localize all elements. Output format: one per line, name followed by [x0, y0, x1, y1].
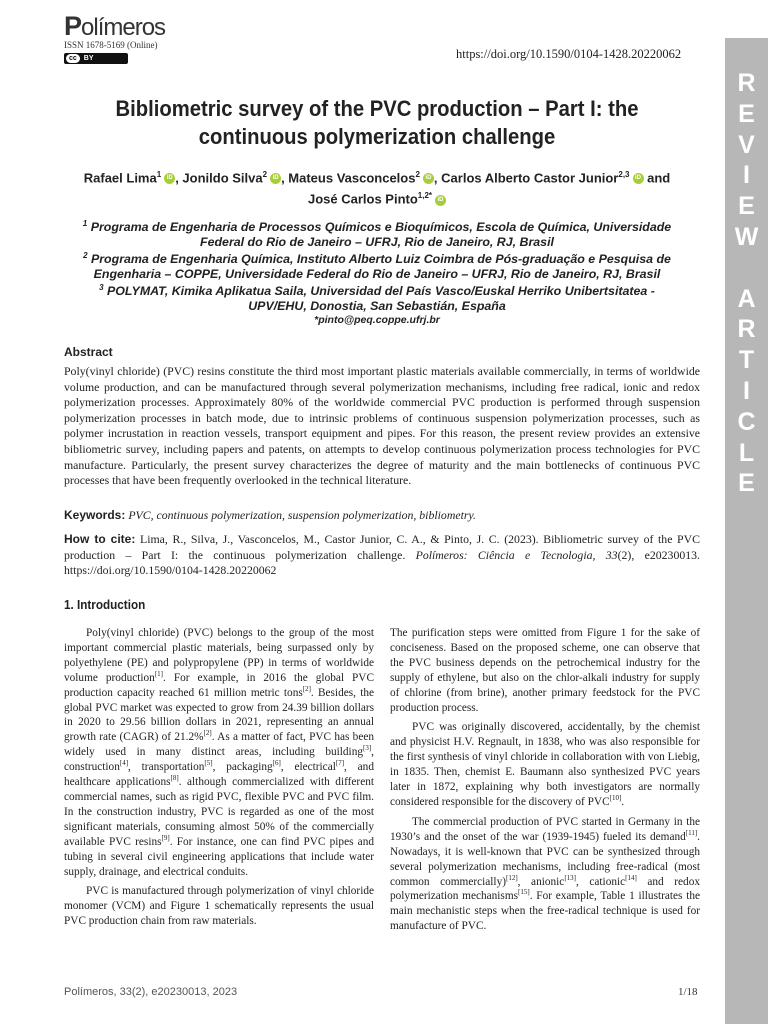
affiliation-1: $^1$ Programa de Engenharia de Processos Químicos e Bioquímicos, Escola de Química, Universidade Federal do Rio de Janeiro – UFRJ, Rio de Janeiro, RJ, Brasil [82, 219, 672, 249]
abstract-text: Poly(vinyl chloride) (PVC) resins constitute the third most important plastic materials available commercially, in terms of worldwide volume production, and can be manufactured through several polymerization mechanisms, including free radical, ionic and redox polymerization processes. Approximately 80% of the worldwide commercial PVC production is performed through suspension polymerization processes in batch mode, due to intrinsic problems of continuous suspension polymerization processes, such as polymer incrustation in reaction vessels, transport equipment and pipes. For this reason, the present review provides an extensive bibliometric survey, including papers and patents, on attempts to develop continuous polymerization process technologies for PVC manufacture. Particularly, the present survey characterizes the degree of maturity and the main bottlenecks of continuous PVC processes that have been frequently overlooked in the technical literature. [64, 364, 700, 488]
doi-link[interactable]: https://doi.org/10.1590/0104-1428.20220062 [456, 47, 682, 61]
body-column-left [64, 626, 374, 934]
citation-ref[interactable]: [8] [170, 774, 179, 783]
author-separator: , [281, 170, 289, 186]
orcid-icon[interactable]: iD [633, 173, 644, 184]
sidebar-letter: L [738, 438, 755, 467]
citation-ref[interactable]: [13] [564, 873, 576, 882]
article-type-sidebar [725, 38, 768, 1024]
author-affiliation-marker: 1 [156, 170, 162, 179]
citation-ref[interactable]: [14] [625, 873, 637, 882]
author-affiliation-marker: 1,2* [417, 191, 433, 201]
sidebar-letter: R [737, 69, 756, 97]
author-separator: , [175, 170, 183, 186]
keywords-text: PVC, continuous polymerization, suspension polymerization, bibliometry. [128, 508, 476, 522]
cite-label: How to cite: [64, 532, 136, 546]
author-name: Mateus Vasconcelos [288, 170, 416, 186]
author-affiliation-marker: 2 [262, 170, 268, 179]
author-affiliation-marker: 2,3 [618, 170, 630, 179]
author-name: José Carlos Pinto [307, 191, 418, 207]
article-type-label [725, 68, 768, 499]
keywords-label: Keywords: [64, 508, 126, 522]
sidebar-letter: A [737, 284, 756, 313]
cc-license-badge[interactable] [64, 53, 128, 64]
author-affiliation-marker: 2 [415, 170, 420, 179]
sidebar-letter: E [738, 99, 755, 128]
author-separator: , [433, 170, 442, 186]
citation-ref[interactable]: [6] [272, 759, 281, 768]
by-icon: BY [83, 55, 94, 62]
author-name: Carlos Alberto Castor Junior [441, 170, 619, 186]
author-name: Jonildo Silva [182, 170, 263, 186]
page-number: 1/18 [678, 986, 698, 998]
orcid-icon[interactable]: iD [270, 173, 281, 184]
sidebar-letter: C [737, 407, 756, 436]
sidebar-letter: E [738, 192, 755, 221]
citation-ref[interactable]: [2] [203, 729, 212, 738]
citation-ref[interactable]: [5] [204, 759, 213, 768]
citation-ref[interactable]: [15] [518, 888, 530, 897]
citation-ref[interactable]: [12] [505, 873, 518, 882]
citation-ref[interactable]: [11] [685, 829, 698, 838]
sidebar-letter: R [737, 315, 756, 344]
author-separator: and [643, 170, 671, 186]
citation-ref[interactable]: [10] [609, 794, 622, 803]
affiliation-3: $^3$ POLYMAT, Kimika Aplikatua Saila, Universidad del País Vasco/Euskal Herriko Unibertsitatea - UPV/EHU, Donostia, San Sebastián, España [99, 283, 655, 313]
orcid-icon[interactable]: iD [435, 195, 446, 206]
author-name: Rafael Lima [83, 170, 157, 186]
orcid-icon[interactable]: iD [423, 173, 434, 184]
cc-icon: cc [66, 54, 80, 63]
sidebar-letter [725, 253, 768, 284]
paragraph: The commercial production of PVC started in Germany in the 1930’s and the onset of the war (1939-1945) fueled its demand[11]. Nowadays, it is well-known that PVC can be synthesized through several polymerization mechanisms, including free-radical (most common commercially)[12], anionic[13], cationic[14] and redox polymerization mechanisms[15]. For example, Table 1 illustrates the main mechanistic steps when the free-radical technique is used for manufacture of PVC. [390, 815, 701, 933]
journal-logo: Polímeros [64, 11, 166, 41]
sidebar-letter: I [743, 376, 750, 405]
citation-ref[interactable]: [3] [363, 744, 372, 753]
citation-ref[interactable]: [9] [161, 833, 170, 842]
corresponding-email[interactable]: *pinto@peq.coppe.ufrj.br [314, 314, 440, 326]
keywords [64, 508, 700, 523]
sidebar-letter: I [743, 161, 750, 190]
paragraph: PVC is manufactured through polymerization of vinyl chloride monomer (VCM) and Figure 1 schematically represents the usual PVC production chain from raw materials. [64, 885, 374, 928]
how-to-cite: How to cite: Lima, R., Silva, J., Vasconcelos, M., Castor Junior, C. A., & Pinto, J. C. (2023). Bibliometric survey of the PVC production – Part I: the continuous polymerization challenge. Polímeros: Ciência e Tecnologia, 33(2), e20230013. https://doi.org/10.1590/0104-1428.20220062 [64, 532, 701, 578]
section-heading: 1. Introduction [64, 597, 146, 612]
citation-ref[interactable]: [1] [154, 669, 163, 678]
paragraph: The purification steps were omitted from Figure 1 for the sake of conciseness. Based on the proposed scheme, one can observe that the PVC business depends on the petrochemical industry for the supply of ethylene, but also on the chlor-alkali industry for supply of chlorine (from brine), another primary feedstock for the PVC production process. [390, 627, 700, 714]
author-list [70, 166, 684, 209]
affiliation-2: $^2$ Programa de Engenharia Química, Instituto Alberto Luiz Coimbra de Pós-graduação e Pesquisa de Engenharia – COPPE, Universidade Federal do Rio de Janeiro – UFRJ, Rio de Janeiro, RJ, Brasil [83, 251, 671, 281]
citation-ref[interactable]: [7] [335, 759, 345, 768]
paragraph: Poly(vinyl chloride) (PVC) belongs to the group of the most important commercial plastic materials, being surpassed only by polyethylene (PE) and polypropylene (PP) in terms of worldwide volume production[1]. For example, in 2016 the global PVC production capacity reached 61 million metric tons[2]. Besides, the global PVC market was expected to grow from 24.39 billion dollars in 2020 to 29.56 billion dollars in 2021, representing an annual growth rate (CAGR) of 21.2%[2]. As a matter of fact, PVC has been widely used in many distinct areas, including building[3], construction[4], transportation[5], packaging[6], electrical[7], and healthcare applications[8]. although commercialized with different commercial names, such as rigid PVC, flexible PVC and PVC film. In the construction industry, PVC is regarded as one of the most significant materials, consuming almost 50% of the commercially available PVC resins[9]. For instance, one can find PVC pipes and tubing in several civil engineering applications that include water supply, drainage, and electrical conduits. [64, 627, 374, 878]
issn: ISSN 1678-5169 (Online) [64, 40, 158, 50]
citation-ref[interactable]: [2] [302, 684, 311, 693]
sidebar-letter: T [738, 346, 755, 375]
paragraph: PVC was originally discovered, accidentally, by the chemist and physicist H.V. Regnault, in 1838, who was also responsible for the first synthesis of vinyl chloride in collaboration with von Liebig, in 1835. Then, chemist E. Baumann also synthesized PVC years later in 1872, explaining why both investigators are normally considered responsible for the discovery of PVC[10]. [390, 721, 700, 808]
body-column-right [390, 626, 700, 939]
sidebar-letter: V [738, 130, 755, 159]
orcid-icon[interactable]: iD [164, 173, 175, 184]
article-title: Bibliometric survey of the PVC production – Part I: the continuous polymerization challenge [115, 96, 639, 149]
sidebar-letter: W [734, 222, 759, 251]
abstract-heading: Abstract [64, 345, 113, 359]
sidebar-letter: E [738, 469, 755, 498]
citation-ref[interactable]: [4] [119, 759, 129, 768]
footer-journal-ref: Polímeros, 33(2), e20230013, 2023 [64, 986, 238, 998]
